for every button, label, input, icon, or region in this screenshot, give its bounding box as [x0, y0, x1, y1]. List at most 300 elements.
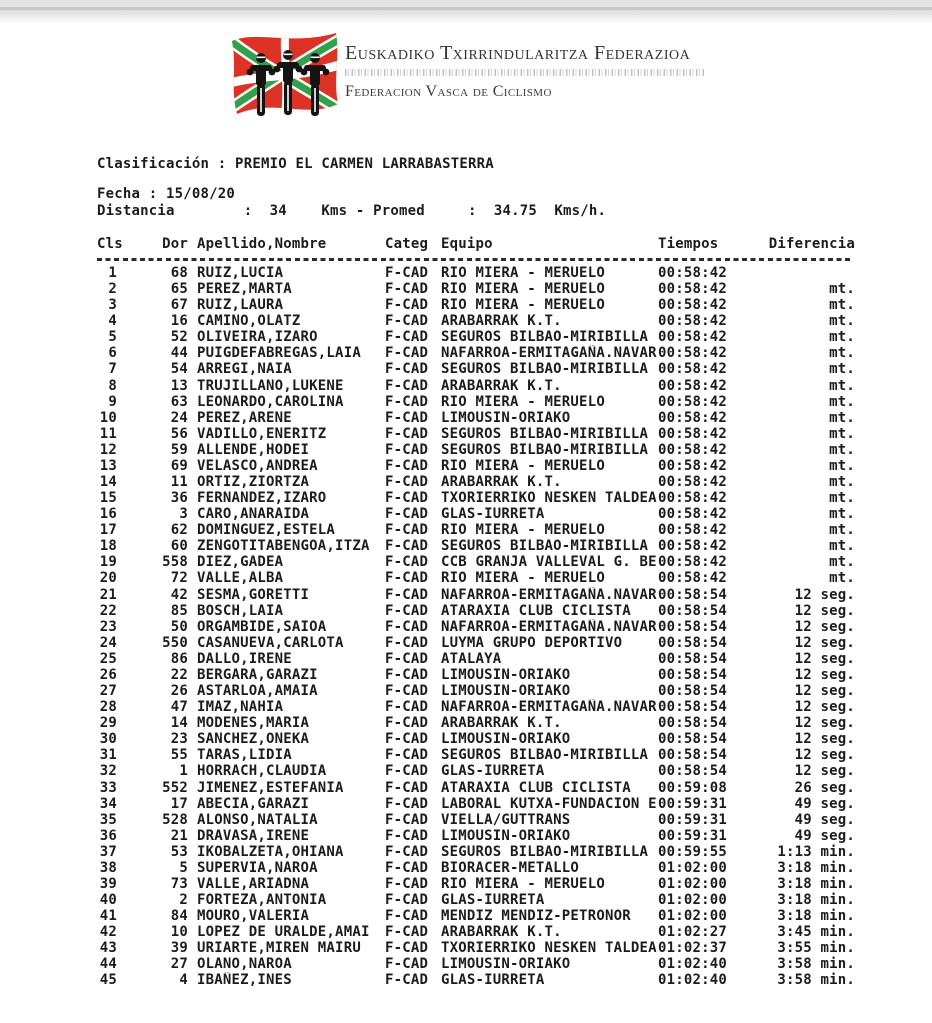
table-row: [97, 812, 855, 828]
table-row: [97, 747, 855, 763]
cell-name: ALONSO,NATALIA: [197, 811, 318, 828]
cell-cls: 13: [99, 457, 117, 474]
cell-equipo: LIMOUSIN-ORIAKO: [441, 956, 571, 973]
cell-categ: F-CAD: [385, 908, 429, 925]
cell-cls: 18: [99, 538, 117, 555]
cell-equipo: ARABARRAK K.T.: [441, 474, 562, 491]
cell-dif: 3:18 min.: [777, 875, 855, 892]
cell-name: LEONARDO,CAROLINA: [197, 393, 344, 410]
cell-equipo: NAFARROA-ERMITAGAÑA.NAVAR: [441, 618, 657, 635]
table-row: [97, 538, 855, 554]
cell-dif: mt.: [829, 474, 855, 491]
table-row: [97, 683, 855, 699]
cell-dif: mt.: [829, 490, 855, 507]
cell-name: RUIZ,LAURA: [197, 297, 284, 314]
cell-cls: 34: [99, 795, 117, 812]
cell-cls: 4: [108, 313, 117, 330]
cell-dor: 552: [162, 779, 188, 796]
cell-equipo: CCB GRANJA VALLEVAL G. BE: [441, 554, 657, 571]
cell-name: JIMENEZ,ESTEFANIA: [197, 779, 344, 796]
cell-name: VALLE,ALBA: [197, 570, 284, 587]
header-tiempos: Tiempos: [658, 236, 719, 252]
cell-categ: F-CAD: [385, 666, 429, 683]
cell-categ: F-CAD: [385, 425, 429, 442]
cell-name: VELASCO,ANDREA: [197, 457, 318, 474]
cell-dor: 558: [162, 554, 188, 571]
table-row: [97, 619, 855, 635]
cell-dif: 1:13 min.: [777, 843, 855, 860]
cell-categ: F-CAD: [385, 924, 429, 941]
table-row: [97, 699, 855, 715]
cell-tiempo: 00:58:42: [658, 329, 728, 346]
cell-dor: 17: [170, 795, 188, 812]
cell-categ: F-CAD: [385, 843, 429, 860]
cell-categ: F-CAD: [385, 570, 429, 587]
cell-dor: 26: [170, 683, 188, 700]
cell-equipo: TXORIERRIKO NESKEN TALDEA: [441, 940, 657, 957]
cell-cls: 27: [99, 683, 117, 700]
table-row: [97, 410, 855, 426]
cell-dor: 85: [170, 602, 188, 619]
table-row: [97, 442, 855, 458]
cell-cls: 45: [99, 972, 117, 989]
cell-dor: 24: [170, 409, 188, 426]
cell-dif: 49 seg.: [794, 811, 855, 828]
cell-equipo: RIO MIERA - MERUELO: [441, 522, 605, 539]
cell-name: IMAZ,NAHIA: [197, 699, 284, 716]
cell-cls: 22: [99, 602, 117, 619]
cell-name: OLANO,NAROA: [197, 956, 292, 973]
cell-tiempo: 00:58:42: [658, 281, 728, 298]
cell-name: CAMINO,OLATZ: [197, 313, 301, 330]
cell-dif: mt.: [829, 409, 855, 426]
cell-dif: mt.: [829, 297, 855, 314]
cell-categ: F-CAD: [385, 779, 429, 796]
cell-categ: F-CAD: [385, 972, 429, 989]
cell-cls: 42: [99, 924, 117, 941]
cell-dif: 12 seg.: [794, 618, 855, 635]
table-row: [97, 892, 855, 908]
cell-tiempo: 01:02:40: [658, 972, 728, 989]
cell-categ: F-CAD: [385, 795, 429, 812]
cell-cls: 38: [99, 859, 117, 876]
cell-name: VALLE,ARIADNA: [197, 875, 310, 892]
table-row: [97, 651, 855, 667]
cell-dif: mt.: [829, 506, 855, 523]
cell-cls: 1: [108, 265, 117, 281]
cell-dor: 22: [170, 666, 188, 683]
cell-tiempo: 00:58:42: [658, 377, 728, 394]
cell-dor: 528: [162, 811, 188, 828]
cell-name: OLIVEIRA,IZARO: [197, 329, 318, 346]
cell-categ: F-CAD: [385, 265, 429, 281]
cell-tiempo: 01:02:00: [658, 875, 728, 892]
cell-dor: 11: [170, 474, 188, 491]
cell-categ: F-CAD: [385, 457, 429, 474]
cell-cls: 12: [99, 441, 117, 458]
cell-categ: F-CAD: [385, 715, 429, 732]
cell-dor: 67: [170, 297, 188, 314]
cell-equipo: RIO MIERA - MERUELO: [441, 875, 605, 892]
cell-equipo: SEGUROS BILBAO-MIRIBILLA: [441, 361, 649, 378]
header-dor: Dor: [162, 236, 188, 252]
cell-name: DOMINGUEZ,ESTELA: [197, 522, 336, 539]
cell-dor: 53: [170, 843, 188, 860]
cell-tiempo: 00:58:54: [658, 634, 728, 651]
cell-tiempo: 00:58:42: [658, 297, 728, 314]
cell-dor: 73: [170, 875, 188, 892]
table-row: [97, 297, 855, 313]
cell-name: BERGARA,GARAZI: [197, 666, 318, 683]
cell-categ: F-CAD: [385, 345, 429, 362]
cell-categ: F-CAD: [385, 763, 429, 780]
cell-cls: 36: [99, 827, 117, 844]
table-row: [97, 506, 855, 522]
cell-categ: F-CAD: [385, 538, 429, 555]
cell-dor: 56: [170, 425, 188, 442]
cell-dif: 12 seg.: [794, 763, 855, 780]
cell-tiempo: 00:58:54: [658, 747, 728, 764]
cell-equipo: ARABARRAK K.T.: [441, 715, 562, 732]
distance-average-line: Distancia : 34 Kms - Promed : 34.75 Kms/h.: [97, 203, 607, 219]
cell-cls: 37: [99, 843, 117, 860]
cell-categ: F-CAD: [385, 409, 429, 426]
cell-equipo: RIO MIERA - MERUELO: [441, 281, 605, 298]
table-row: [97, 763, 855, 779]
cell-dor: 65: [170, 281, 188, 298]
cell-categ: F-CAD: [385, 329, 429, 346]
cell-categ: F-CAD: [385, 827, 429, 844]
cell-dor: 59: [170, 441, 188, 458]
cell-tiempo: 01:02:27: [658, 924, 728, 941]
cell-equipo: RIO MIERA - MERUELO: [441, 457, 605, 474]
cell-dor: 4: [179, 972, 188, 989]
org-title: Euskadiko Txirrindularitza Federazioa: [345, 42, 691, 64]
cell-dif: 3:45 min.: [777, 924, 855, 941]
cell-name: IKOBALZETA,OHIANA: [197, 843, 344, 860]
cell-categ: F-CAD: [385, 441, 429, 458]
cell-dif: 12 seg.: [794, 586, 855, 603]
cell-dif: mt.: [829, 570, 855, 587]
cell-dor: 1: [179, 763, 188, 780]
cell-dif: 3:55 min.: [777, 940, 855, 957]
cell-dor: 27: [170, 956, 188, 973]
cell-categ: F-CAD: [385, 297, 429, 314]
table-row: [97, 474, 855, 490]
cell-name: DIEZ,GADEA: [197, 554, 284, 571]
cell-cls: 24: [99, 634, 117, 651]
cell-equipo: LIMOUSIN-ORIAKO: [441, 683, 571, 700]
cell-categ: F-CAD: [385, 506, 429, 523]
header-cls: Cls: [97, 236, 123, 252]
cell-dor: 10: [170, 924, 188, 941]
table-row: [97, 361, 855, 377]
cell-dif: mt.: [829, 522, 855, 539]
cell-equipo: NAFARROA-ERMITAGAÑA.NAVAR: [441, 699, 657, 716]
cell-name: ZENGOTITABENGOA,ITZA: [197, 538, 370, 555]
cell-tiempo: 00:58:42: [658, 570, 728, 587]
cell-equipo: SEGUROS BILBAO-MIRIBILLA: [441, 747, 649, 764]
cell-dor: 50: [170, 618, 188, 635]
cell-tiempo: 01:02:00: [658, 859, 728, 876]
cell-dif: 12 seg.: [794, 683, 855, 700]
cell-dif: mt.: [829, 457, 855, 474]
header-diferencia: Diferencia: [768, 236, 855, 252]
cell-categ: F-CAD: [385, 490, 429, 507]
cell-cls: 44: [99, 956, 117, 973]
table-row: [97, 876, 855, 892]
cell-dor: 42: [170, 586, 188, 603]
cell-tiempo: 00:58:42: [658, 457, 728, 474]
cell-dor: 62: [170, 522, 188, 539]
cell-equipo: ARABARRAK K.T.: [441, 377, 562, 394]
cell-name: ORTIZ,ZIORTZA: [197, 474, 310, 491]
cell-name: TRUJILLANO,LUKENE: [197, 377, 344, 394]
cell-dor: 69: [170, 457, 188, 474]
table-row: [97, 956, 855, 972]
table-row: [97, 329, 855, 345]
cell-dif: mt.: [829, 329, 855, 346]
cell-dif: 12 seg.: [794, 731, 855, 748]
results-table: [97, 265, 855, 989]
table-row: [97, 715, 855, 731]
cell-dif: mt.: [829, 425, 855, 442]
cell-tiempo: 00:58:54: [658, 699, 728, 716]
cell-cls: 2: [108, 281, 117, 298]
cell-categ: F-CAD: [385, 361, 429, 378]
cell-name: SUPERVIA,NAROA: [197, 859, 318, 876]
cell-name: CASANUEVA,CARLOTA: [197, 634, 344, 651]
org-subtitle: Federacion Vasca de Ciclismo: [345, 83, 552, 100]
cell-tiempo: 00:58:42: [658, 361, 728, 378]
cell-categ: F-CAD: [385, 699, 429, 716]
cell-tiempo: 01:02:00: [658, 908, 728, 925]
cell-cls: 6: [108, 345, 117, 362]
cell-cls: 26: [99, 666, 117, 683]
cell-tiempo: 00:59:31: [658, 827, 728, 844]
cell-equipo: GLAS-IURRETA: [441, 892, 545, 909]
cell-cls: 33: [99, 779, 117, 796]
header-name: Apellido,Nombre: [197, 236, 327, 252]
table-header-row: [97, 236, 855, 252]
cell-equipo: BIORACER-METALLO: [441, 859, 580, 876]
federation-banner: [0, 0, 932, 140]
cell-cls: 5: [108, 329, 117, 346]
cell-cls: 28: [99, 699, 117, 716]
cell-cls: 8: [108, 377, 117, 394]
cell-equipo: LIMOUSIN-ORIAKO: [441, 731, 571, 748]
cell-categ: F-CAD: [385, 940, 429, 957]
cell-cls: 31: [99, 747, 117, 764]
table-row: [97, 828, 855, 844]
cell-cls: 21: [99, 586, 117, 603]
cell-categ: F-CAD: [385, 474, 429, 491]
cell-name: MOURO,VALERIA: [197, 908, 310, 925]
cell-categ: F-CAD: [385, 875, 429, 892]
table-row: [97, 635, 855, 651]
cell-dor: 21: [170, 827, 188, 844]
cell-tiempo: 00:58:42: [658, 522, 728, 539]
cell-dor: 5: [179, 859, 188, 876]
cell-cls: 43: [99, 940, 117, 957]
table-row: [97, 924, 855, 940]
cell-equipo: LIMOUSIN-ORIAKO: [441, 666, 571, 683]
cell-name: HORRACH,CLAUDIA: [197, 763, 327, 780]
cell-name: RUIZ,LUCIA: [197, 265, 284, 281]
cell-dif: mt.: [829, 441, 855, 458]
cell-equipo: ARABARRAK K.T.: [441, 313, 562, 330]
cell-name: PEREZ,ARENE: [197, 409, 292, 426]
cyclists-icon: [247, 50, 330, 116]
cell-name: DALLO,IRENE: [197, 650, 292, 667]
cell-dif: mt.: [829, 393, 855, 410]
cell-name: ARREGI,NAIA: [197, 361, 292, 378]
cell-cls: 25: [99, 650, 117, 667]
cell-cls: 35: [99, 811, 117, 828]
cell-equipo: RIO MIERA - MERUELO: [441, 265, 605, 281]
cell-dif: 3:58 min.: [777, 956, 855, 973]
cell-name: ASTARLOA,AMAIA: [197, 683, 318, 700]
cell-dor: 63: [170, 393, 188, 410]
cell-equipo: SEGUROS BILBAO-MIRIBILLA: [441, 538, 649, 555]
cell-categ: F-CAD: [385, 811, 429, 828]
cell-cls: 23: [99, 618, 117, 635]
cell-dif: 3:58 min.: [777, 972, 855, 989]
cell-categ: F-CAD: [385, 313, 429, 330]
cell-dor: 23: [170, 731, 188, 748]
table-row: [97, 844, 855, 860]
cell-name: TARAS,LIDIA: [197, 747, 292, 764]
cell-categ: F-CAD: [385, 602, 429, 619]
cell-tiempo: 00:59:55: [658, 843, 728, 860]
table-row: [97, 394, 855, 410]
cell-categ: F-CAD: [385, 892, 429, 909]
cell-name: LOPEZ DE URALDE,AMAI: [197, 924, 370, 941]
table-row: [97, 490, 855, 506]
cell-tiempo: 00:59:31: [658, 795, 728, 812]
cell-equipo: GLAS-IURRETA: [441, 763, 545, 780]
cell-equipo: ATARAXIA CLUB CICLISTA: [441, 602, 631, 619]
cell-equipo: RIO MIERA - MERUELO: [441, 393, 605, 410]
cell-tiempo: 00:59:08: [658, 779, 728, 796]
cell-tiempo: 00:58:54: [658, 731, 728, 748]
table-row: [97, 667, 855, 683]
cell-name: ABECIA,GARAZI: [197, 795, 310, 812]
cell-dif: 3:18 min.: [777, 892, 855, 909]
cell-tiempo: 00:58:42: [658, 506, 728, 523]
cell-equipo: NAFARROA-ERMITAGAÑA.NAVAR: [441, 586, 657, 603]
cell-categ: F-CAD: [385, 393, 429, 410]
cell-tiempo: 00:58:54: [658, 763, 728, 780]
cell-dif: 12 seg.: [794, 747, 855, 764]
cell-dif: 26 seg.: [794, 779, 855, 796]
cell-equipo: NAFARROA-ERMITAGAÑA.NAVAR: [441, 345, 657, 362]
cell-tiempo: 00:58:54: [658, 618, 728, 635]
cell-cls: 32: [99, 763, 117, 780]
table-row: [97, 731, 855, 747]
cell-cls: 40: [99, 892, 117, 909]
cell-tiempo: 00:58:54: [658, 683, 728, 700]
cell-cls: 11: [99, 425, 117, 442]
table-row: [97, 796, 855, 812]
cell-name: ORGAMBIDE,SAIOA: [197, 618, 327, 635]
cell-name: PEREZ,MARTA: [197, 281, 292, 298]
cell-dif: mt.: [829, 281, 855, 298]
cell-dif: mt.: [829, 313, 855, 330]
table-row: [97, 265, 855, 281]
cell-dor: 55: [170, 747, 188, 764]
cell-cls: 7: [108, 361, 117, 378]
cell-name: FERNANDEZ,IZARO: [197, 490, 327, 507]
table-row: [97, 281, 855, 297]
cell-dor: 47: [170, 699, 188, 716]
date-line: Fecha : 15/08/20: [97, 186, 236, 202]
cell-dif: 3:18 min.: [777, 908, 855, 925]
cell-dor: 550: [162, 634, 188, 651]
cell-dif: mt.: [829, 361, 855, 378]
cell-equipo: SEGUROS BILBAO-MIRIBILLA: [441, 329, 649, 346]
cell-categ: F-CAD: [385, 522, 429, 539]
cell-categ: F-CAD: [385, 859, 429, 876]
cell-dor: 2: [179, 892, 188, 909]
cell-equipo: RIO MIERA - MERUELO: [441, 297, 605, 314]
header-categ: Categ: [385, 236, 429, 252]
cell-cls: 15: [99, 490, 117, 507]
cell-dor: 3: [179, 506, 188, 523]
cell-dif: 12 seg.: [794, 634, 855, 651]
cell-equipo: LUYMA GRUPO DEPORTIVO: [441, 634, 623, 651]
cell-equipo: SEGUROS BILBAO-MIRIBILLA: [441, 843, 649, 860]
cell-tiempo: 00:58:54: [658, 602, 728, 619]
cell-name: FORTEZA,ANTONIA: [197, 892, 327, 909]
cell-dif: 12 seg.: [794, 699, 855, 716]
cell-name: SANCHEZ,ONEKA: [197, 731, 310, 748]
table-row: [97, 313, 855, 329]
cell-tiempo: 00:58:42: [658, 490, 728, 507]
cell-equipo: LABORAL KUTXA-FUNDACION E: [441, 795, 657, 812]
table-row: [97, 378, 855, 394]
cell-name: MODENES,MARIA: [197, 715, 310, 732]
cell-tiempo: 00:58:54: [658, 586, 728, 603]
table-row: [97, 972, 855, 988]
cell-dor: 84: [170, 908, 188, 925]
cell-tiempo: 00:58:42: [658, 313, 728, 330]
cell-equipo: VIELLA/GUTTRANS: [441, 811, 571, 828]
cell-name: VADILLO,ENERITZ: [197, 425, 327, 442]
cell-cls: 10: [99, 409, 117, 426]
cell-dor: 14: [170, 715, 188, 732]
table-row: [97, 587, 855, 603]
cell-equipo: LIMOUSIN-ORIAKO: [441, 827, 571, 844]
cell-dif: 3:18 min.: [777, 859, 855, 876]
cell-equipo: GLAS-IURRETA: [441, 506, 545, 523]
cell-dor: 68: [170, 265, 188, 281]
cell-dif: mt.: [829, 345, 855, 362]
table-row: [97, 603, 855, 619]
table-row: [97, 458, 855, 474]
cell-cls: 9: [108, 393, 117, 410]
cell-categ: F-CAD: [385, 618, 429, 635]
table-row: [97, 940, 855, 956]
cell-cls: 17: [99, 522, 117, 539]
cell-tiempo: 00:58:42: [658, 345, 728, 362]
cell-cls: 29: [99, 715, 117, 732]
cell-equipo: ATALAYA: [441, 650, 502, 667]
cell-dor: 52: [170, 329, 188, 346]
cell-equipo: RIO MIERA - MERUELO: [441, 570, 605, 587]
table-row: [97, 570, 855, 586]
cell-dif: 12 seg.: [794, 650, 855, 667]
